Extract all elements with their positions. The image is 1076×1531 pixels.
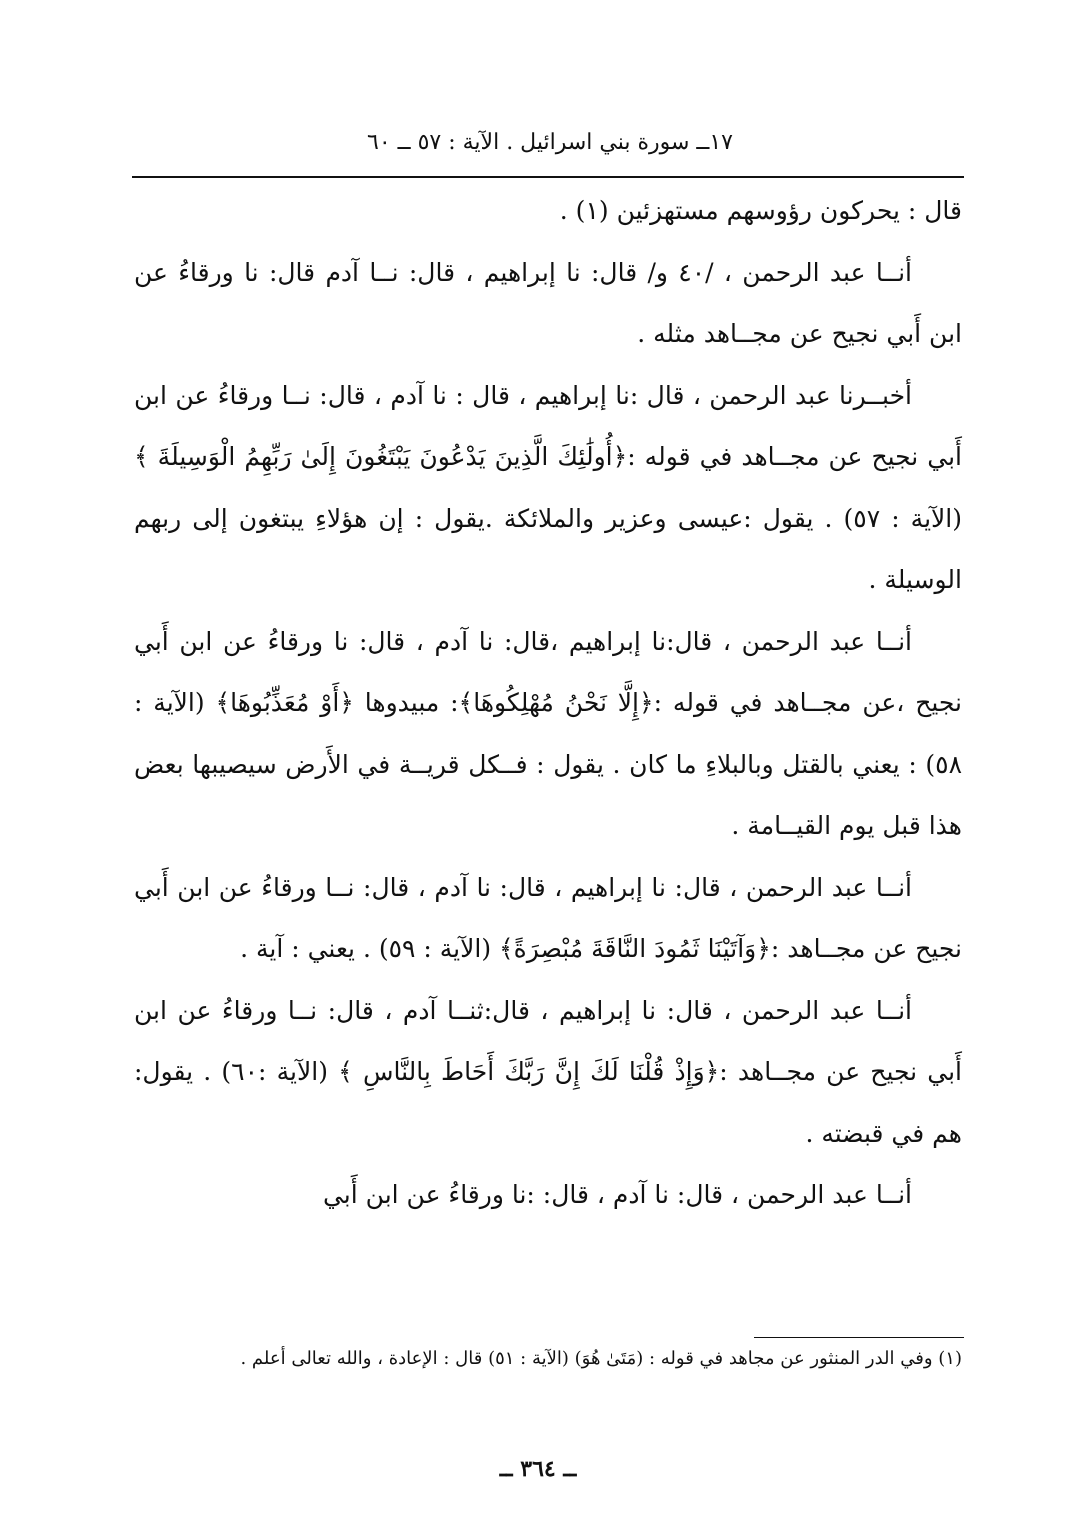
paragraph: أنــا عبد الرحمن ، قال:نا إبراهيم ،قال: نا آدم ، قال: نا ورقاءُ عن ابن أَبي نجيح ،عن مجــاهد في قوله :﴿إِلَّا نَحْنُ مُهْلِكُوهَا﴾: مبيدوها ﴿أَوْ مُعَذِّبُوهَا﴾ (الآية : ٥٨) : يعني بالقتل وبالبلاءِ ما كان . يقول : فــكل قريــة في الأَرض سيصيبها بعض هذا قبل يوم القيــامة . — [134, 626, 962, 840]
paragraph: أنــا عبد الرحمن ، قال: نا آدم ، قال: :نا ورقاءُ عن ابن أَبي — [322, 1180, 912, 1209]
page-number: ــ ٣٦٤ ــ — [499, 1456, 577, 1482]
header-rule — [132, 176, 964, 178]
paragraph: أخبــرنا عبد الرحمن ، قال :نا إبراهيم ، قال : نا آدم ، قال: نــا ورقاءُ عن ابن أَبي نجيح عن مجــاهد في قوله :﴿أُولَٰئِكَ الَّذِينَ يَدْعُونَ يَبْتَغُونَ إِلَىٰ رَبِّهِمُ الْوَسِيلَةَ ﴾ (الآية : ٥٧) . يقول :عيسى وعزير والملائكة .يقول : إن هؤلاءِ يبتغون إلى ربهم الوسيلة . — [134, 380, 963, 594]
footnote-rule — [754, 1337, 964, 1338]
main-text — [134, 180, 962, 1226]
footnote: (١) وفي الدر المنثور عن مجاهد في قوله : (مَتَىٰ هُوَ) (الآية : ٥١) قال : الإعادة ، والله تعالى أعلم . — [240, 1348, 962, 1369]
paragraph: أنــا عبد الرحمن ، /٤٠ و/ قال: نا إبراهيم ، قال: نــا آدم قال: نا ورقاءُ عن ابن أَبي نجيح عن مجــاهد مثله . — [134, 257, 962, 348]
running-header: ١٧ــ سورة بني اسرائيل . الآية : ٥٧ ــ ٦٠ — [367, 130, 733, 155]
paragraph: أنــا عبد الرحمن ، قال: نا إبراهيم ، قال: نا آدم ، قال: نــا ورقاءُ عن ابن أَبي نجيح عن مجــاهد :﴿وَآتَيْنَا ثَمُودَ النَّاقَةَ مُبْصِرَةً﴾ (الآية : ٥٩) . يعني : آية . — [134, 872, 962, 963]
paragraph: قال : يحركون رؤوسهم مستهزئين (١) . — [559, 196, 962, 225]
footnotes — [134, 1344, 962, 1374]
paragraph: أنــا عبد الرحمن ، قال: نا إبراهيم ، قال:ثنــا آدم ، قال: نــا ورقاءُ عن ابن أَبي نجيح عن مجــاهد :﴿وَإِذْ قُلْنَا لَكَ إِنَّ رَبَّكَ أَحَاطَ بِالنَّاسِ ﴾ (الآية :٦٠) . يقول: هم في قبضته . — [134, 995, 962, 1148]
